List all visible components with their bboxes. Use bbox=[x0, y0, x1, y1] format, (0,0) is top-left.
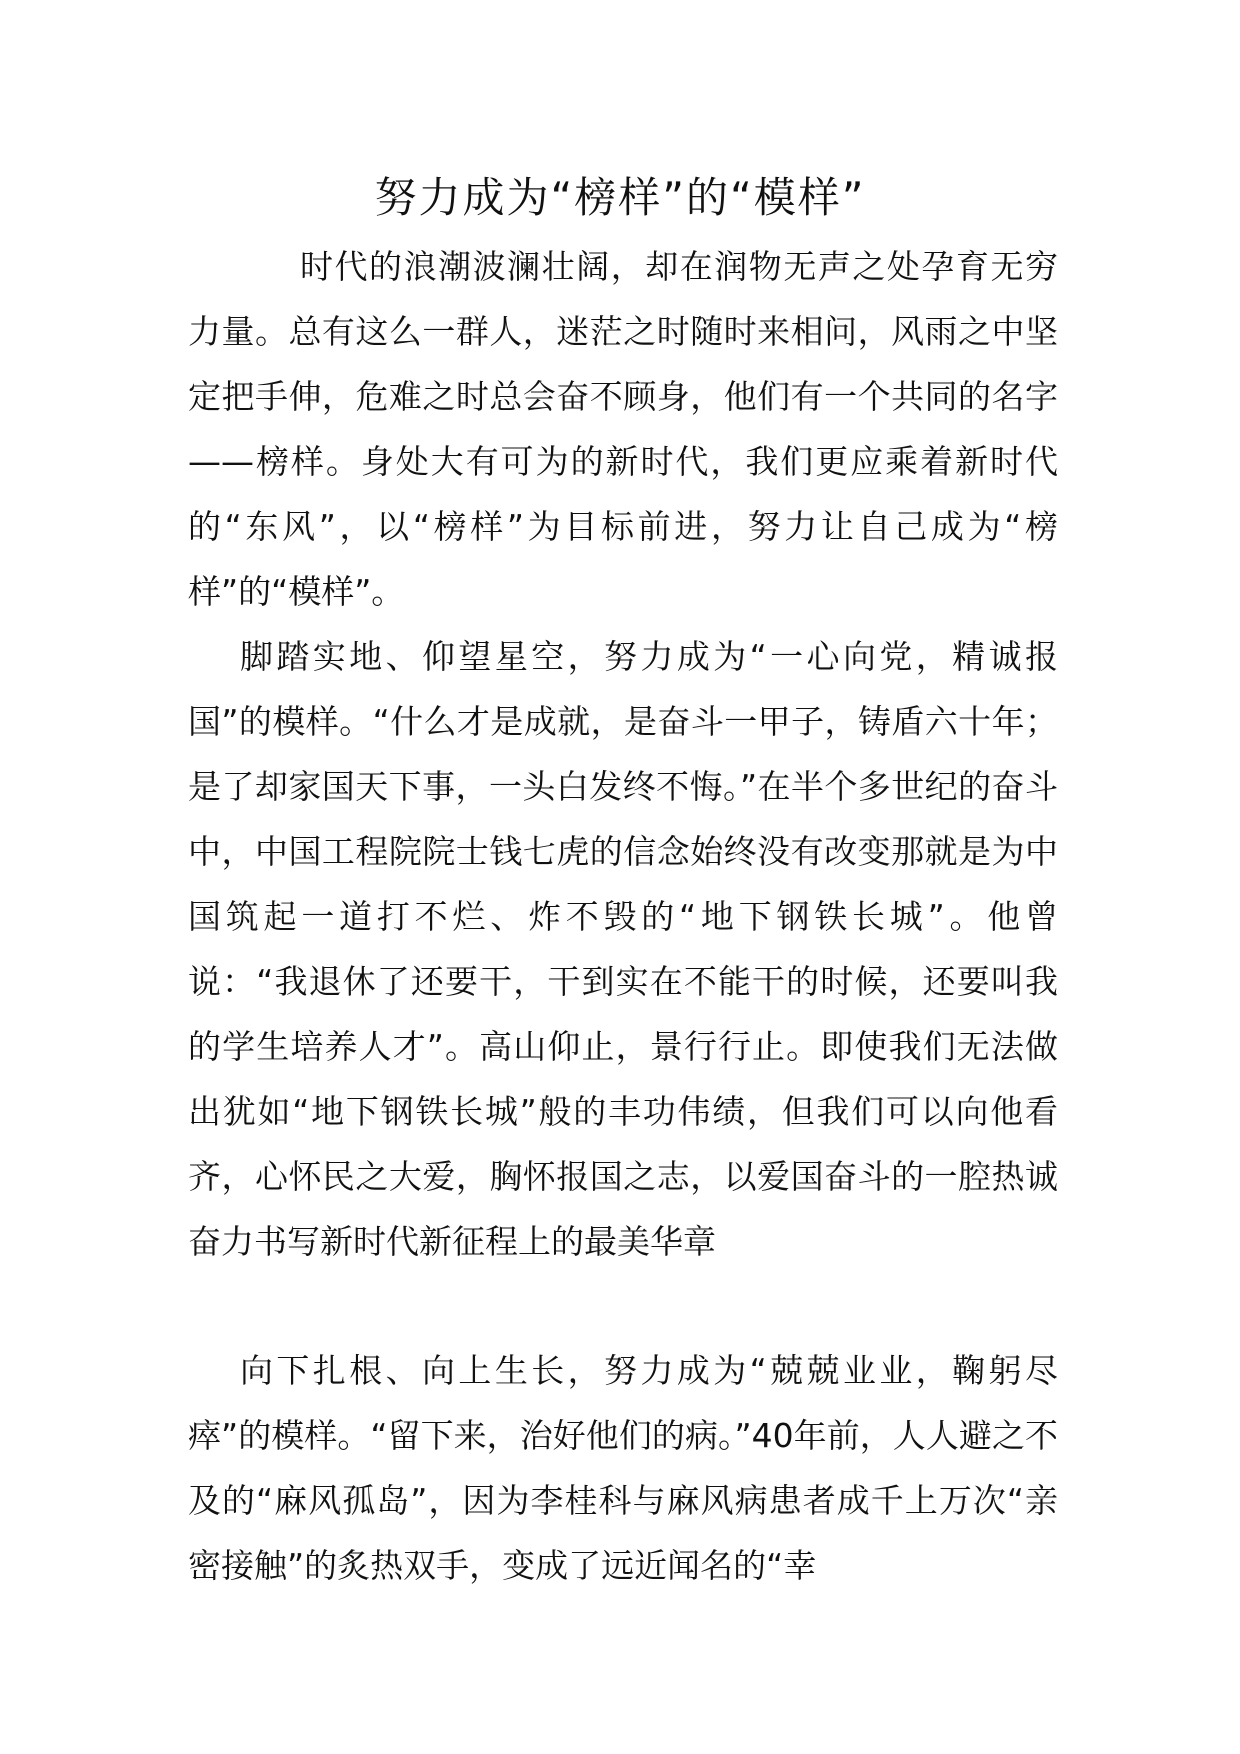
paragraph-spacer bbox=[188, 1274, 1058, 1338]
paragraph-qian-qihu: 脚踏实地、仰望星空，努力成为“一心向党，精诚报国”的模样。“什么才是成就，是奋斗一甲子，铸盾六十年；是了却家国天下事，一头白发终不悔。”在半个多世纪的奋斗中，中国工程院院士钱七虎的信念始终没有改变那就是为中国筑起一道打不烂、炸不毁的“地下钢铁长城”。他曾说：“我退休了还要干，干到实在不能干的时候，还要叫我的学生培养人才”。高山仰止，景行行止。即使我们无法做出犹如“地下钢铁长城”般的丰功伟绩，但我们可以向他看齐，心怀民之大爱，胸怀报国之志，以爱国奋斗的一腔热诚奋力书写新时代新征程上的最美华章 bbox=[188, 637, 1058, 1261]
paragraph-li-guike: 向下扎根、向上生长，努力成为“兢兢业业，鞠躬尽瘁”的模样。“留下来，治好他们的病。”40年前，人人避之不及的“麻风孤岛”，因为李桂科与麻风病患者成千上万次“亲密接触”的炙热双手，变成了远近闻名的“幸 bbox=[188, 1351, 1058, 1585]
document-body bbox=[188, 234, 1058, 1598]
paragraph-intro: 时代的浪潮波澜壮阔，却在润物无声之处孕育无穷力量。总有这么一群人，迷茫之时随时来相问，风雨之中坚定把手伸，危难之时总会奋不顾身，他们有一个共同的名字——榜样。身处大有可为的新时代，我们更应乘着新时代的“东风”，以“榜样”为目标前进，努力让自己成为“榜样”的“模样”。 bbox=[188, 247, 1058, 611]
document-title: 努力成为“榜样”的“模样” bbox=[374, 173, 866, 222]
